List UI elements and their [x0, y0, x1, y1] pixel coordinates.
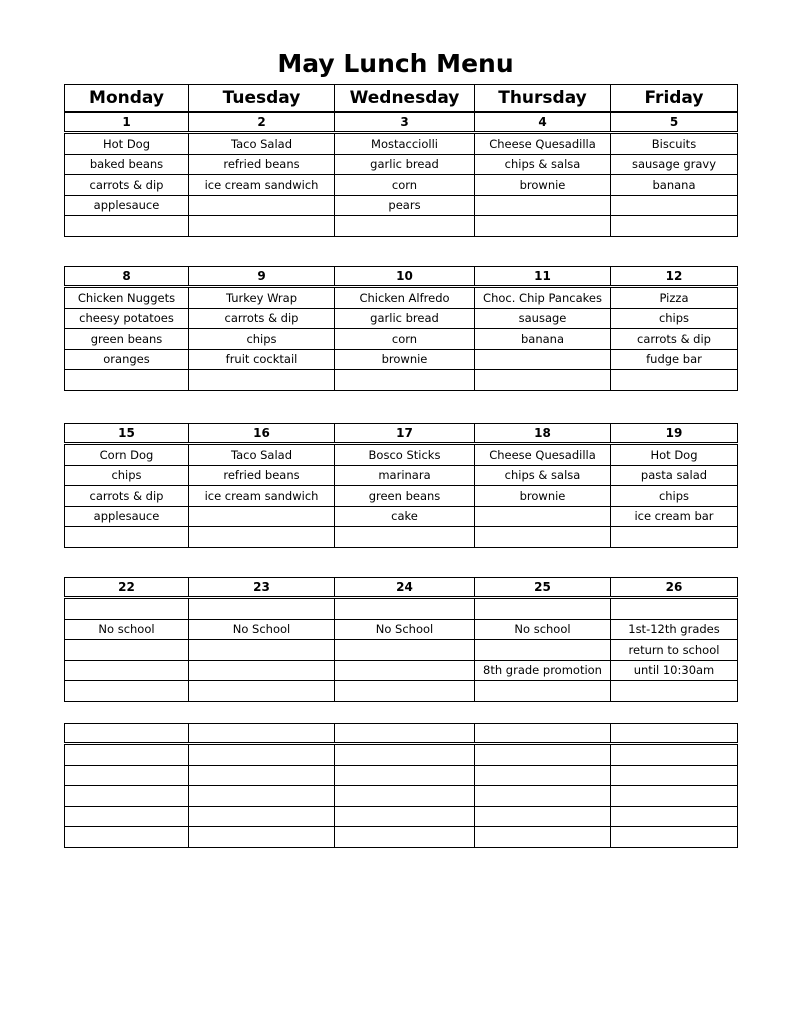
- menu-item: [475, 681, 611, 702]
- menu-item: [475, 506, 611, 527]
- menu-item: corn: [335, 175, 475, 196]
- menu-item: return to school: [611, 640, 738, 661]
- menu-item: refried beans: [189, 465, 335, 486]
- menu-item: Turkey Wrap: [189, 287, 335, 309]
- menu-row: [65, 786, 738, 807]
- date-cell: 23: [189, 578, 335, 598]
- menu-item: Taco Salad: [189, 444, 335, 466]
- menu-item: chips & salsa: [475, 154, 611, 175]
- menu-item: [189, 660, 335, 681]
- date-cell: 11: [475, 267, 611, 287]
- menu-row: [65, 349, 738, 370]
- menu-item: [335, 765, 475, 786]
- menu-item: [65, 598, 189, 620]
- menu-item: ice cream sandwich: [189, 175, 335, 196]
- menu-item: cake: [335, 506, 475, 527]
- date-cell: 2: [189, 113, 335, 133]
- menu-row: [65, 660, 738, 681]
- date-cell: [189, 724, 335, 744]
- menu-item: brownie: [475, 175, 611, 196]
- date-cell: 12: [611, 267, 738, 287]
- menu-row: [65, 465, 738, 486]
- menu-item: [475, 786, 611, 807]
- page-title: May Lunch Menu: [277, 49, 514, 78]
- menu-item: [65, 370, 189, 391]
- menu-item: Mostacciolli: [335, 133, 475, 155]
- menu-item: [189, 681, 335, 702]
- menu-item: [475, 370, 611, 391]
- menu-item: refried beans: [189, 154, 335, 175]
- menu-item: [475, 349, 611, 370]
- menu-item: chips: [611, 486, 738, 507]
- menu-item: [65, 744, 189, 766]
- menu-item: chips & salsa: [475, 465, 611, 486]
- menu-row: [65, 827, 738, 848]
- date-row: [65, 267, 738, 287]
- date-cell: 22: [65, 578, 189, 598]
- menu-item: [335, 744, 475, 766]
- menu-row: [65, 681, 738, 702]
- menu-item: fudge bar: [611, 349, 738, 370]
- menu-item: [335, 640, 475, 661]
- date-cell: 9: [189, 267, 335, 287]
- date-row: [65, 724, 738, 744]
- menu-row: [65, 154, 738, 175]
- menu-item: [189, 216, 335, 237]
- date-cell: 18: [475, 424, 611, 444]
- menu-item: No School: [335, 619, 475, 640]
- menu-item: [335, 681, 475, 702]
- menu-item: until 10:30am: [611, 660, 738, 681]
- date-row: [65, 424, 738, 444]
- date-cell: 17: [335, 424, 475, 444]
- date-cell: 5: [611, 113, 738, 133]
- menu-item: [475, 598, 611, 620]
- menu-item: Corn Dog: [65, 444, 189, 466]
- menu-item: [611, 786, 738, 807]
- menu-item: sausage gravy: [611, 154, 738, 175]
- menu-item: banana: [475, 329, 611, 350]
- menu-item: Choc. Chip Pancakes: [475, 287, 611, 309]
- date-cell: 25: [475, 578, 611, 598]
- date-cell: [335, 724, 475, 744]
- menu-row: [65, 506, 738, 527]
- menu-item: [65, 806, 189, 827]
- menu-item: applesauce: [65, 506, 189, 527]
- menu-item: [65, 640, 189, 661]
- menu-row: [65, 619, 738, 640]
- menu-item: [189, 527, 335, 548]
- menu-row: [65, 765, 738, 786]
- menu-item: [65, 786, 189, 807]
- week-table: [64, 723, 738, 848]
- menu-item: Hot Dog: [611, 444, 738, 466]
- menu-item: [611, 527, 738, 548]
- menu-item: [189, 806, 335, 827]
- menu-row: [65, 806, 738, 827]
- week-table: [64, 423, 738, 548]
- date-cell: 16: [189, 424, 335, 444]
- menu-item: carrots & dip: [65, 486, 189, 507]
- day-header-monday: Monday: [65, 85, 189, 112]
- date-cell: 26: [611, 578, 738, 598]
- day-header-tuesday: Tuesday: [189, 85, 335, 112]
- date-row: [65, 578, 738, 598]
- menu-item: [335, 370, 475, 391]
- date-cell: [611, 724, 738, 744]
- menu-row: [65, 444, 738, 466]
- menu-item: carrots & dip: [611, 329, 738, 350]
- menu-row: [65, 640, 738, 661]
- menu-item: banana: [611, 175, 738, 196]
- menu-item: carrots & dip: [65, 175, 189, 196]
- menu-item: [335, 216, 475, 237]
- menu-row: [65, 527, 738, 548]
- menu-item: chips: [189, 329, 335, 350]
- menu-item: [335, 598, 475, 620]
- menu-item: [65, 527, 189, 548]
- menu-item: [475, 216, 611, 237]
- week-table: [64, 266, 738, 391]
- menu-item: [189, 195, 335, 216]
- date-cell: 3: [335, 113, 475, 133]
- menu-item: [475, 640, 611, 661]
- menu-item: [335, 806, 475, 827]
- date-cell: [65, 724, 189, 744]
- menu-row: [65, 287, 738, 309]
- date-cell: [475, 724, 611, 744]
- menu-item: [189, 744, 335, 766]
- date-cell: 15: [65, 424, 189, 444]
- menu-item: [335, 786, 475, 807]
- menu-row: [65, 133, 738, 155]
- menu-row: [65, 216, 738, 237]
- day-header-friday: Friday: [611, 85, 738, 112]
- menu-item: chips: [611, 308, 738, 329]
- menu-item: [475, 527, 611, 548]
- menu-item: [611, 598, 738, 620]
- day-header-wednesday: Wednesday: [335, 85, 475, 112]
- menu-item: pasta salad: [611, 465, 738, 486]
- menu-item: 1st-12th grades: [611, 619, 738, 640]
- menu-item: Hot Dog: [65, 133, 189, 155]
- menu-item: [475, 744, 611, 766]
- menu-item: garlic bread: [335, 308, 475, 329]
- menu-item: marinara: [335, 465, 475, 486]
- menu-item: [65, 216, 189, 237]
- menu-item: Bosco Sticks: [335, 444, 475, 466]
- menu-item: Pizza: [611, 287, 738, 309]
- weekday-header: [64, 84, 738, 112]
- menu-item: No school: [475, 619, 611, 640]
- menu-item: [189, 506, 335, 527]
- menu-item: [189, 598, 335, 620]
- menu-item: No School: [189, 619, 335, 640]
- menu-item: ice cream sandwich: [189, 486, 335, 507]
- menu-item: [65, 827, 189, 848]
- menu-row: [65, 744, 738, 766]
- menu-item: [189, 827, 335, 848]
- menu-item: [611, 744, 738, 766]
- menu-item: brownie: [335, 349, 475, 370]
- menu-item: baked beans: [65, 154, 189, 175]
- menu-item: ice cream bar: [611, 506, 738, 527]
- date-cell: 1: [65, 113, 189, 133]
- menu-item: [611, 681, 738, 702]
- menu-item: [335, 660, 475, 681]
- menu-row: [65, 486, 738, 507]
- menu-item: [475, 806, 611, 827]
- menu-item: oranges: [65, 349, 189, 370]
- menu-item: pears: [335, 195, 475, 216]
- date-cell: 8: [65, 267, 189, 287]
- menu-item: applesauce: [65, 195, 189, 216]
- menu-item: fruit cocktail: [189, 349, 335, 370]
- date-cell: 10: [335, 267, 475, 287]
- menu-row: [65, 308, 738, 329]
- date-cell: 19: [611, 424, 738, 444]
- menu-item: [611, 195, 738, 216]
- menu-item: [611, 827, 738, 848]
- menu-item: carrots & dip: [189, 308, 335, 329]
- menu-row: [65, 329, 738, 350]
- menu-item: [475, 195, 611, 216]
- menu-item: 8th grade promotion: [475, 660, 611, 681]
- menu-item: [335, 527, 475, 548]
- menu-item: [65, 660, 189, 681]
- menu-item: Cheese Quesadilla: [475, 133, 611, 155]
- menu-item: sausage: [475, 308, 611, 329]
- day-header-thursday: Thursday: [475, 85, 611, 112]
- menu-item: brownie: [475, 486, 611, 507]
- menu-item: Biscuits: [611, 133, 738, 155]
- menu-row: [65, 175, 738, 196]
- menu-item: [611, 216, 738, 237]
- menu-item: Taco Salad: [189, 133, 335, 155]
- menu-item: Chicken Alfredo: [335, 287, 475, 309]
- menu-item: [475, 765, 611, 786]
- menu-item: green beans: [335, 486, 475, 507]
- menu-item: green beans: [65, 329, 189, 350]
- menu-item: cheesy potatoes: [65, 308, 189, 329]
- week-table: [64, 112, 738, 237]
- menu-item: garlic bread: [335, 154, 475, 175]
- menu-item: [65, 765, 189, 786]
- menu-item: [335, 827, 475, 848]
- menu-item: [189, 640, 335, 661]
- menu-item: [611, 806, 738, 827]
- menu-row: [65, 195, 738, 216]
- date-cell: 24: [335, 578, 475, 598]
- menu-item: [65, 681, 189, 702]
- menu-item: Cheese Quesadilla: [475, 444, 611, 466]
- menu-row: [65, 598, 738, 620]
- menu-item: corn: [335, 329, 475, 350]
- menu-item: [475, 827, 611, 848]
- menu-item: No school: [65, 619, 189, 640]
- date-cell: 4: [475, 113, 611, 133]
- menu-item: chips: [65, 465, 189, 486]
- menu-item: [189, 370, 335, 391]
- menu-item: [611, 765, 738, 786]
- date-row: [65, 113, 738, 133]
- menu-item: Chicken Nuggets: [65, 287, 189, 309]
- week-table: [64, 577, 738, 702]
- menu-row: [65, 370, 738, 391]
- menu-item: [189, 765, 335, 786]
- menu-item: [189, 786, 335, 807]
- menu-item: [611, 370, 738, 391]
